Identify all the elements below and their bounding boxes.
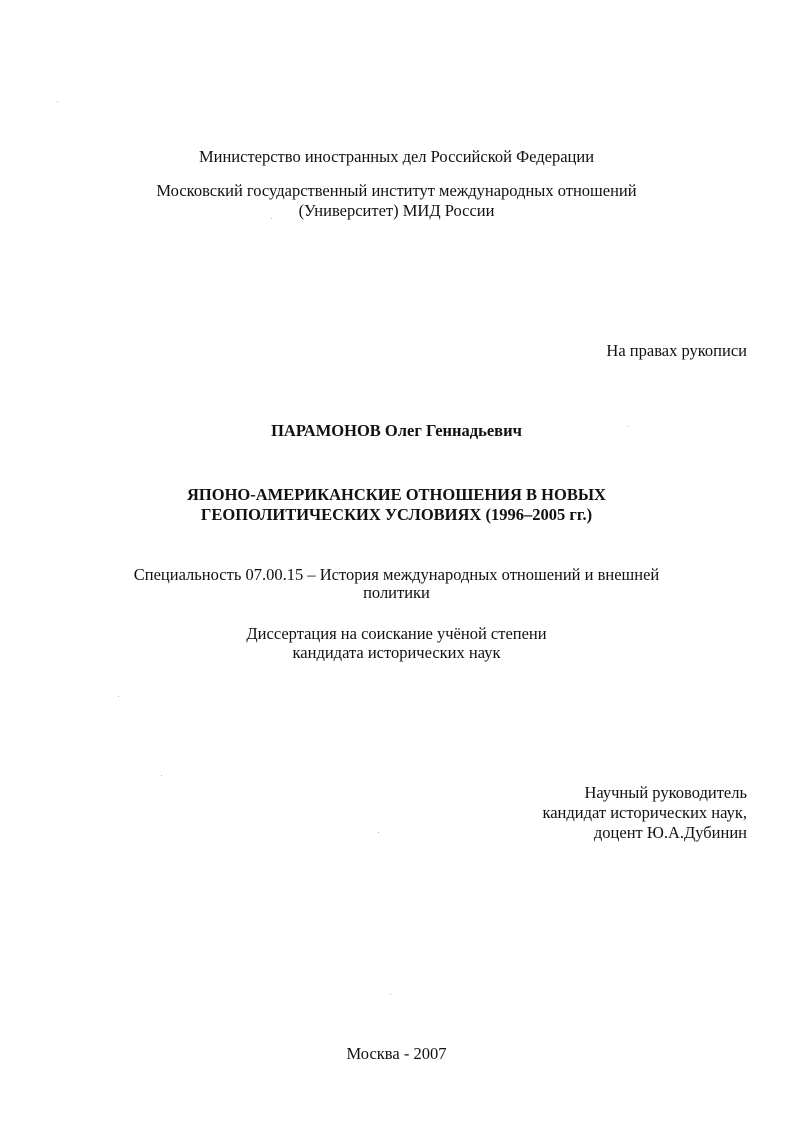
supervisor-line-1: Научный руководитель — [584, 783, 747, 802]
scan-speck — [627, 426, 628, 427]
author-name: ПАРАМОНОВ Олег Геннадьевич — [271, 421, 522, 440]
degree-line-2: кандидата исторических наук — [292, 643, 501, 662]
specialty-line-2: политики — [363, 583, 430, 602]
supervisor-line-3: доцент Ю.А.Дубинин — [593, 823, 747, 842]
institute-line-1: Московский государственный институт международных отношений — [156, 181, 637, 200]
scan-speck — [271, 218, 272, 219]
title-line-1: ЯПОНО-АМЕРИКАНСКИЕ ОТНОШЕНИЯ В НОВЫХ — [187, 485, 606, 504]
scan-speck — [378, 832, 379, 833]
scan-speck — [161, 775, 162, 776]
title-line-2: ГЕОПОЛИТИЧЕСКИХ УСЛОВИЯХ (1996–2005 гг.) — [200, 505, 593, 524]
scan-speck — [390, 994, 391, 995]
supervisor-line-2: кандидат исторических наук, — [542, 803, 747, 822]
specialty-line-1: Специальность 07.00.15 – История международных отношений и внешней — [133, 565, 660, 584]
ministry-line: Министерство иностранных дел Российской Федерации — [198, 147, 595, 166]
scan-speck — [57, 101, 58, 102]
supervisor-block — [542, 783, 747, 843]
manuscript-note: На правах рукописи — [606, 341, 747, 360]
scan-speck — [118, 696, 119, 697]
institute-line-2: (Университет) МИД России — [298, 201, 495, 220]
city-year: Москва - 2007 — [346, 1044, 447, 1063]
degree-line-1: Диссертация на соискание учёной степени — [246, 624, 547, 643]
